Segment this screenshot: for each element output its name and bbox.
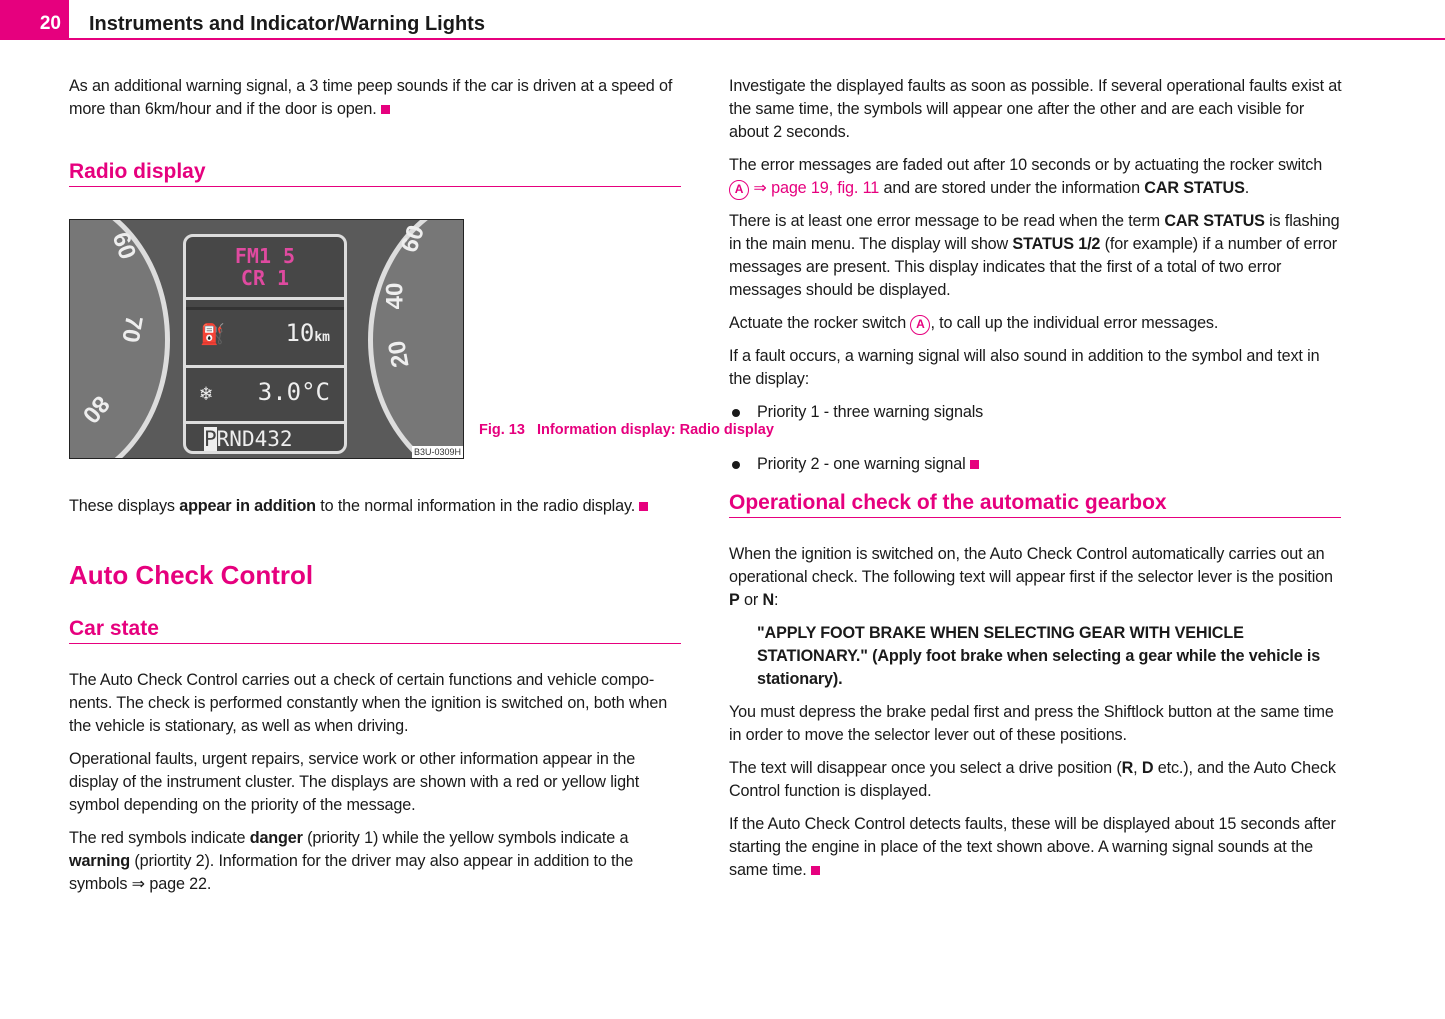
paragraph: You must depress the brake pedal first and press the Shiftlock button at the same time in order to move the selector lever out of these positions.: [729, 703, 1334, 744]
paragraph: When the ignition is switched on, the Auto Check Control automatically carries out an operational check. The following text will appear first if the selector lever is the position P or N:: [729, 545, 1333, 609]
range-unit: km: [314, 330, 330, 345]
fuel-pump-icon: ⛽: [200, 322, 225, 346]
temperature-value: 3.0°C: [257, 378, 330, 406]
chapter-heading: Auto Check Control: [69, 560, 314, 590]
end-mark-icon: [970, 460, 979, 469]
paragraph: Investigate the displayed faults as soon as possible. If several operational faults exist at the same time, the symbols will appear one after the other and are each visible for about 2 seconds.: [729, 77, 1342, 141]
section-heading-radio: Radio display: [69, 160, 681, 187]
list-item: Priority 1 - three warning signals: [729, 401, 1343, 424]
paragraph: As an additional warning signal, a 3 time peep sounds if the car is driven at a speed of more than 6km/hour and if the door is open.: [69, 77, 673, 118]
info-display: [183, 234, 347, 454]
selected-gear: P: [204, 427, 217, 451]
paragraph: The error messages are faded out after 10 seconds or by actuating the rocker switch A ⇒ page 19, fig. 11 and are stored under the information CAR STATUS.: [729, 154, 1343, 200]
rocker-switch-a-icon: A: [729, 180, 749, 200]
paragraph: Actuate the rocker switch A , to call up the individual error messages.: [729, 312, 1343, 335]
gear-indicator: RND432: [216, 427, 293, 451]
warning-quote: "APPLY FOOT BRAKE WHEN SELECTING GEAR WITH VEHICLE STATIONARY." (Apply foot brake when selecting a gear while the vehicle is stationary).: [757, 624, 1321, 688]
gauge-label: 70: [116, 313, 148, 345]
snowflake-icon: ❄: [200, 381, 213, 405]
rocker-switch-a-icon: A: [910, 315, 930, 335]
page-title: Instruments and Indicator/Warning Lights: [89, 13, 485, 35]
gauge-label: 60: [106, 228, 142, 263]
figure-radio-display: [69, 219, 464, 459]
section-heading-gearbox: Operational check of the automatic gearbox: [729, 491, 1341, 518]
radio-station: FM1 5 CR 1: [234, 244, 296, 290]
right-gauge: [368, 219, 464, 459]
gauge-label: 60: [395, 221, 431, 256]
figure-caption: Fig. 13 Information display: Radio display: [479, 422, 774, 438]
gauge-label: 80: [76, 390, 115, 429]
header-rule: [69, 38, 1445, 40]
figure-code: B3U-0309H: [413, 447, 461, 457]
end-mark-icon: [811, 866, 820, 875]
paragraph: The Auto Check Control carries out a check of certain functions and vehicle compo-nents. The check is performed constantly when the ignition is switched on, both when the vehicle is stationary, as well as when driving.: [69, 671, 668, 735]
paragraph: If a fault occurs, a warning signal will also sound in addition to the symbol and text in the display:: [729, 347, 1320, 388]
range-value: 10: [285, 319, 315, 347]
paragraph: There is at least one error message to be read when the term CAR STATUS is flashing in the main menu. The display will show STATUS 1/2 (for example) if a number of error messages are present. This display indicates that the first of a total of two error messages should be displayed.: [729, 212, 1340, 299]
end-mark-icon: [639, 502, 648, 511]
list-item: Priority 2 - one warning signal: [729, 453, 1343, 476]
paragraph: The text will disappear once you select a drive position (R, D etc.), and the Auto Check Control function is displayed.: [729, 759, 1336, 800]
gauge-label: 40: [381, 282, 409, 310]
paragraph: Operational faults, urgent repairs, service work or other information appear in the display of the instrument cluster. The displays are shown with a red or yellow light symbol depending on the priority of the message.: [69, 750, 640, 814]
gauge-label: 20: [383, 338, 415, 370]
section-heading-car-state: Car state: [69, 617, 681, 644]
page-number: 20: [0, 0, 69, 40]
paragraph: The red symbols indicate danger (priority 1) while the yellow symbols indicate a warning (priortity 2). Information for the driver may also appear in addition to the symbols ⇒ page 22.: [69, 829, 634, 893]
paragraph: These displays appear in addition to the normal information in the radio display.: [69, 495, 683, 518]
page-link[interactable]: ⇒ page 19, fig. 11: [749, 179, 880, 197]
paragraph: If the Auto Check Control detects faults, these will be displayed about 15 seconds after starting the engine in place of the text shown above. A warning signal sounds at the same time.: [729, 815, 1336, 879]
end-mark-icon: [381, 105, 390, 114]
